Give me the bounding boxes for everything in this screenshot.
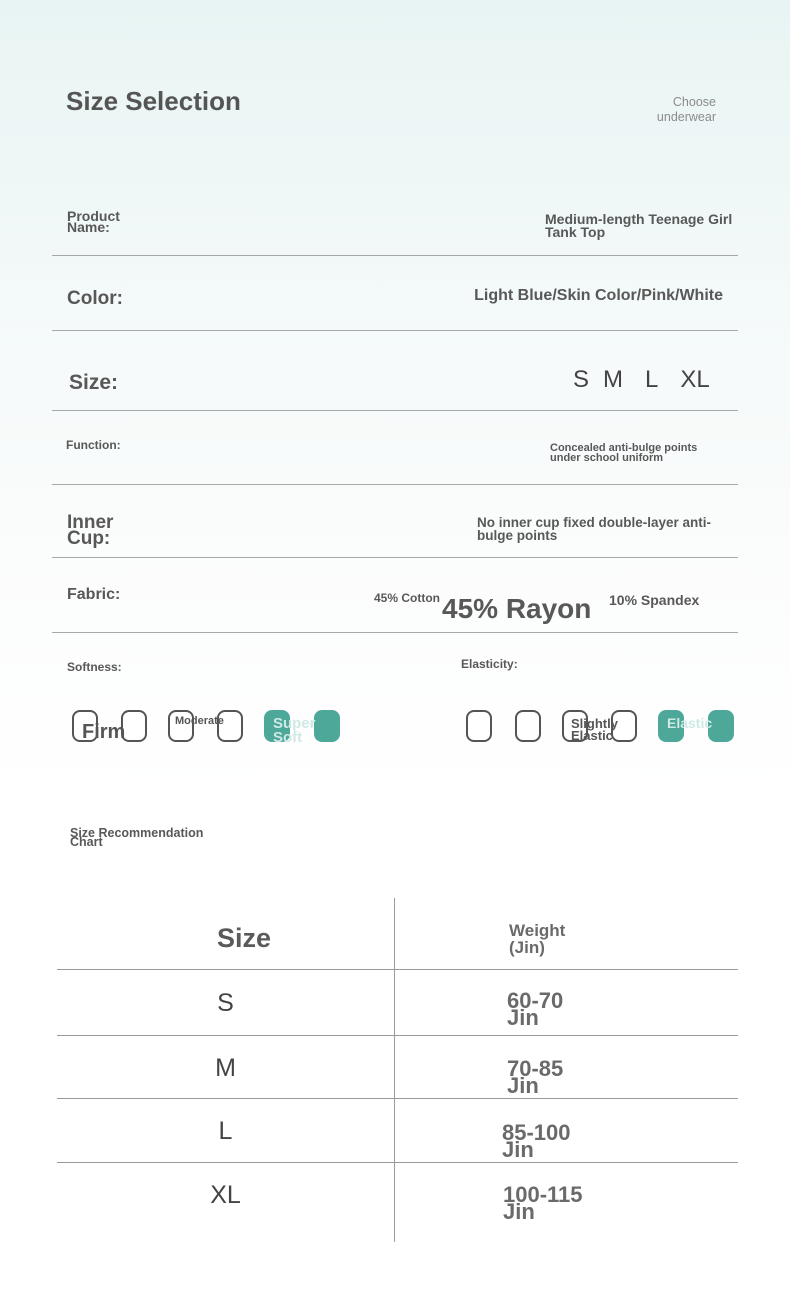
divider: [52, 255, 738, 256]
elasticity-level-2: [515, 710, 541, 742]
elasticity-slightly-text: Slightly Elastic: [571, 716, 618, 743]
color-label: Color:: [67, 288, 123, 309]
inner-cup-value: No inner cup fixed double-layer anti-bulge points: [477, 515, 712, 543]
softness-moderate-text: Moderate: [175, 715, 224, 727]
table-cell-size: M: [215, 1054, 236, 1082]
product-name-value: Medium-length Teenage Girl Tank Top: [545, 211, 733, 240]
table-header-size: Size: [217, 923, 272, 953]
table-rule: [57, 1035, 738, 1036]
table-cell-weight: 60-70 Jin: [507, 988, 564, 1030]
size-option-xl: XL: [680, 366, 710, 393]
function-label: Function:: [66, 438, 121, 452]
divider: [52, 557, 738, 558]
product-name-label: Product Name:: [67, 208, 120, 235]
page-subtitle: Choose underwear: [656, 95, 716, 124]
divider: [52, 410, 738, 411]
elasticity-level-1: [466, 710, 492, 742]
inner-cup-label: Inner Cup:: [67, 512, 114, 549]
table-rule: [57, 969, 738, 970]
table-cell-size: XL: [210, 1181, 241, 1209]
color-value: Light Blue/Skin Color/Pink/White: [474, 287, 723, 304]
table-cell-size: S: [217, 989, 234, 1017]
page-title: Size Selection: [66, 86, 241, 116]
fabric-label: Fabric:: [67, 586, 121, 603]
size-label: Size:: [69, 371, 119, 394]
table-header-weight: Weight (Jin): [509, 921, 566, 957]
table-rule: [57, 1162, 738, 1163]
table-cell-weight: 70-85 Jin: [507, 1056, 564, 1098]
softness-super-soft-text: Super Soft: [273, 715, 316, 746]
table-rule: [57, 1098, 738, 1099]
size-option-s: S: [573, 366, 590, 393]
size-options: [559, 366, 710, 394]
table-cell-size: L: [218, 1117, 233, 1145]
divider: [52, 484, 738, 485]
table-cell-weight: 100-115 Jin: [503, 1182, 583, 1224]
table-cell-weight: 85-100 Jin: [502, 1120, 571, 1162]
softness-label: Softness:: [67, 660, 122, 674]
elasticity-label: Elasticity:: [461, 657, 518, 671]
size-option-m: M: [603, 366, 624, 393]
divider: [52, 330, 738, 331]
function-value: Concealed anti-bulge points under school uniform: [550, 442, 698, 464]
fabric-spandex: 10% Spandex: [609, 592, 700, 608]
fabric-cotton: 45% Cotton: [374, 591, 440, 605]
divider: [52, 632, 738, 633]
table-column-divider: [394, 898, 395, 1242]
elasticity-elastic-text: Elastic: [667, 715, 713, 731]
size-option-l: L: [645, 366, 659, 393]
fabric-rayon: 45% Rayon: [442, 593, 592, 624]
size-chart-title: Size Recommendation Chart: [70, 826, 204, 849]
softness-firm-text: Firm: [82, 721, 126, 743]
